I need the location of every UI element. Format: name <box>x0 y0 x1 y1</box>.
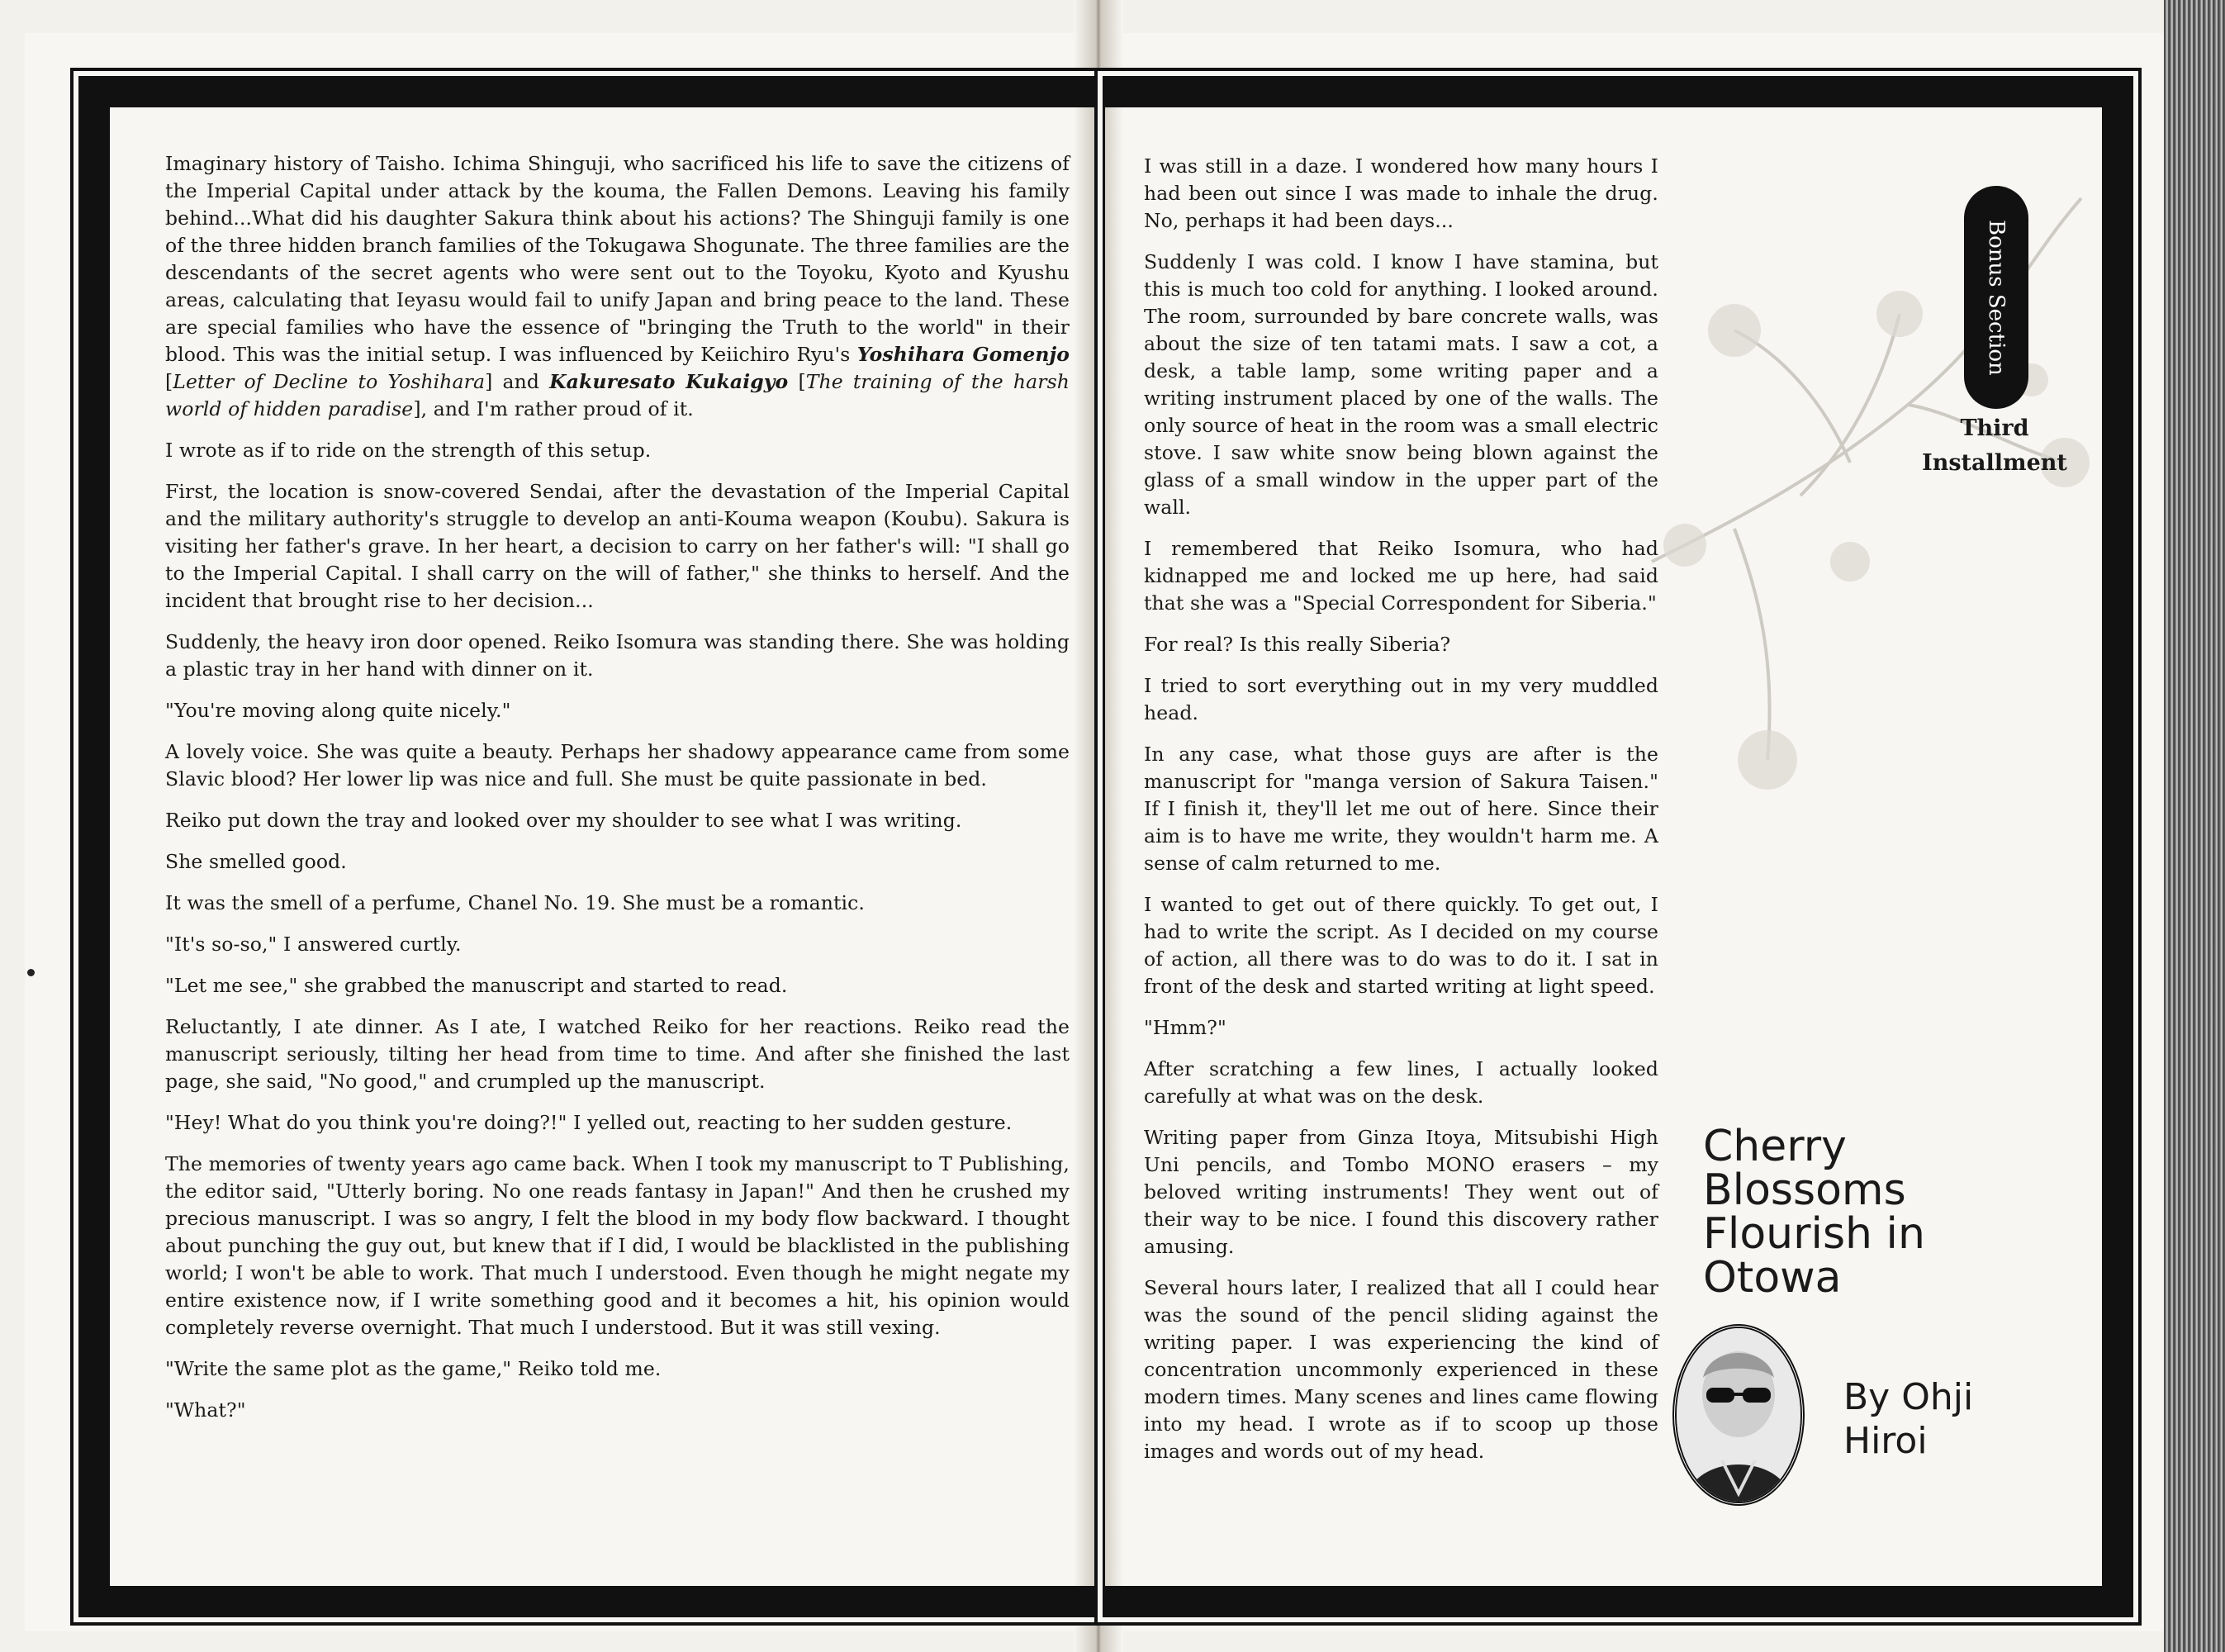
paragraph: She smelled good. <box>165 850 347 873</box>
paragraph: I remembered that Reiko Isomura, who had kidnapped me and locked me up here, had said that she was a "Special Correspondent for Siberia." <box>1144 537 1658 615</box>
right-page-text <box>1144 153 1658 1479</box>
paragraph: "It's so-so," I answered curtly. <box>165 933 462 956</box>
paragraph: The memories of twenty years ago came back. When I took my manuscript to T Publishing, the editor said, "Utterly boring. No one reads fantasy in Japan!" And then he crushed my precious manuscript. I was so angry, I felt the blood in my body flow backward. I thought about punching the guy out, but knew that if I did, I would be blacklisted in the publishing world; I won't be able to work. That much I understood. Even though he might negate my entire existence now, if I write something good and it becomes a hit, his opinion would completely reverse overnight. That much I understood. But it was still vexing. <box>165 1152 1070 1339</box>
paragraph: Suddenly, the heavy iron door opened. Reiko Isomura was standing there. She was holding a plastic tray in her hand with dinner on it. <box>165 630 1070 681</box>
paragraph: Reiko put down the tray and looked over my shoulder to see what I was writing. <box>165 809 962 832</box>
author-photo <box>1677 1328 1800 1502</box>
paragraph: Suddenly I was cold. I know I have stamina, but this is much too cold for anything. I looked around. The room, surrounded by bare concrete walls, was about the size of ten tatami mats. I saw a cot, a desk, a table lamp, some writing paper and a writing instrument placed by one of the walls. The only source of heat in the room was a small electric stove. I saw white snow being blown against the glass of a small window in the upper part of the wall. <box>1144 250 1658 519</box>
paragraph: "Write the same plot as the game," Reiko told me. <box>165 1357 662 1380</box>
paragraph: Reluctantly, I ate dinner. As I ate, I watched Reiko for her reactions. Reiko read the manuscript seriously, tilting her head from time to time. And after she finished the last page, she said, "No good," and crumpled up the manuscript. <box>165 1015 1070 1093</box>
paragraph: "Let me see," she grabbed the manuscript and started to read. <box>165 974 788 997</box>
paragraph: Imaginary history of Taisho. Ichima Shinguji, who sacrificed his life to save the citizens of the Imperial Capital under attack by the kouma, the Fallen Demons. Leaving his family behind...What did his daughter Sakura think about his actions? The Shinguji family is one of the three hidden branch families of the Tokugawa Shogunate. The three families are the descendants of the secret agents who were sent out to the Toyoku, Kyoto and Kyushu areas, calculating that Ieyasu would fail to unify Japan and bring peace to the land. These are special families who have the essence of "bringing the Truth to the world" in their blood. This was the initial setup. I was influenced by Keiichiro Ryu's Yoshihara Gomenjo [Letter of Decline to Yoshihara] and Kakuresato Kukaigyo [The training of the harsh world of hidden paradise], and I'm rather proud of it. <box>165 152 1070 420</box>
paragraph: "Hey! What do you think you're doing?!" I yelled out, reacting to her sudden gesture. <box>165 1111 1013 1134</box>
paragraph: I tried to sort everything out in my very muddled head. <box>1144 674 1658 724</box>
ink-mark <box>27 969 35 976</box>
paragraph: "You're moving along quite nicely." <box>165 699 511 722</box>
bonus-section-badge <box>1964 186 2028 409</box>
paragraph: I wrote as if to ride on the strength of this setup. <box>165 439 652 462</box>
paragraph: Several hours later, I realized that all I could hear was the sound of the pencil sliding against the writing paper. I was experiencing the kind of concentration uncommonly experienced in these modern times. Many scenes and lines came flowing into my head. I wrote as if to scoop up those images and words out of my head. <box>1144 1276 1658 1463</box>
paragraph: Writing paper from Ginza Itoya, Mitsubishi High Uni pencils, and Tombo MONO erasers – my beloved writing instruments! They went out of their way to be nice. I found this discovery rather amusing. <box>1144 1126 1658 1258</box>
installment-label: Third Installment <box>1922 415 2067 476</box>
book-title: Yoshihara Gomenjo <box>856 343 1070 366</box>
paragraph: First, the location is snow-covered Sendai, after the devastation of the Imperial Capital and the military authority's struggle to develop an anti-Kouma weapon (Koubu). Sakura is visiting her father's grave. In her heart, a decision to carry on her father's will: "I shall go to the Imperial Capital. I shall carry on the will of father," she thinks to herself. And the incident that brought rise to her decision... <box>165 480 1070 612</box>
paragraph: In any case, what those guys are after is the manuscript for "manga version of Sakura Taisen." If I finish it, they'll let me out of here. Since their aim is to have me write, they wouldn't harm me. A sense of calm returned to me. <box>1144 743 1658 875</box>
cherry-branch-illustration <box>1635 132 2098 958</box>
paragraph: "Hmm?" <box>1144 1016 1226 1039</box>
book-title-translation: The training of the harsh world of hidden paradise <box>165 370 1070 420</box>
paragraph: After scratching a few lines, I actually looked carefully at what was on the desk. <box>1144 1057 1658 1108</box>
author-byline: By Ohji Hiroi <box>1843 1376 1974 1462</box>
author-portrait <box>1672 1324 1805 1506</box>
paragraph: I was still in a daze. I wondered how many hours I had been out since I was made to inhale the drug. No, perhaps it had been days... <box>1144 154 1658 232</box>
book-title-translation: Letter of Decline to Yoshihara <box>173 370 486 393</box>
story-title: Cherry Blossoms Flourish in Otowa <box>1703 1122 1925 1303</box>
book-title: Kakuresato Kukaigyo <box>549 370 789 393</box>
paragraph: For real? Is this really Siberia? <box>1144 633 1451 656</box>
paragraph: "What?" <box>165 1398 246 1422</box>
left-page-text <box>165 150 1070 1438</box>
badge-label: Bonus Section <box>1984 219 2009 376</box>
paragraph: A lovely voice. She was quite a beauty. Perhaps her shadowy appearance came from some Slavic blood? Her lower lip was nice and full. She must be quite passionate in bed. <box>165 740 1070 790</box>
paragraph: It was the smell of a perfume, Chanel No. 19. She must be a romantic. <box>165 891 865 914</box>
paragraph: I wanted to get out of there quickly. To get out, I had to write the script. As I decided on my course of action, all there was to do was to do it. I sat in front of the desk and started writing at light speed. <box>1144 893 1658 998</box>
page-edges <box>2164 0 2225 1652</box>
